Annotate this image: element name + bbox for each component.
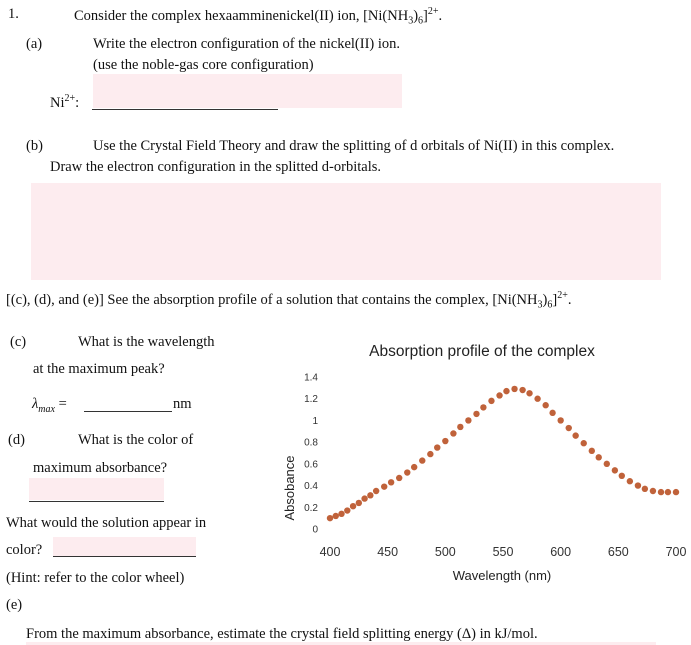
data-point	[658, 489, 664, 495]
absorption-chart	[278, 335, 688, 595]
data-point	[419, 457, 425, 463]
y-tick-label: 1.2	[304, 394, 318, 406]
part-a-answer-line[interactable]	[92, 109, 278, 110]
x-tick-label: 700	[665, 545, 687, 559]
lambda-max-answer-line[interactable]	[84, 411, 172, 412]
x-axis-label: Wavelength (nm)	[452, 568, 552, 583]
data-point	[473, 411, 479, 417]
part-e-label: (e)	[6, 597, 23, 613]
data-point	[373, 488, 379, 494]
y-tick-label: 0.2	[304, 502, 318, 514]
data-point	[673, 489, 679, 495]
data-point	[427, 451, 433, 457]
x-tick-label: 600	[550, 545, 572, 559]
part-d-answer-line[interactable]	[29, 501, 164, 502]
data-point	[367, 492, 373, 498]
data-point	[549, 410, 555, 416]
data-point	[542, 402, 548, 408]
color-answer-line[interactable]	[53, 556, 196, 557]
data-point	[581, 440, 587, 446]
part-a-note: (use the noble-gas core configuration)	[93, 57, 314, 73]
data-point	[457, 424, 463, 430]
x-tick-label: 550	[492, 545, 514, 559]
question-intro: Consider the complex hexaamminenickel(II) ion, $[Ni(NH_3)_6]^{2+}$.	[74, 6, 443, 27]
data-point	[589, 448, 595, 454]
ni-ion-label: $Ni^{2+}$:	[50, 93, 80, 111]
data-point	[465, 417, 471, 423]
part-d-label: (d)	[8, 432, 25, 448]
data-point	[327, 515, 333, 521]
data-point	[361, 495, 367, 501]
lambda-unit: nm	[173, 396, 192, 412]
y-tick-label: 1	[312, 415, 318, 427]
hint-text: (Hint: refer to the color wheel)	[6, 570, 185, 586]
y-axis-label: Absobance	[282, 455, 297, 521]
data-point	[612, 467, 618, 473]
data-point	[488, 398, 494, 404]
x-tick-label: 400	[319, 545, 341, 559]
data-point	[381, 483, 387, 489]
data-point	[404, 469, 410, 475]
x-tick-label: 450	[377, 545, 399, 559]
part-b-answer-area[interactable]	[31, 183, 661, 280]
data-point	[338, 511, 344, 517]
y-tick-label: 0.6	[304, 459, 318, 471]
color-label: color?	[6, 542, 43, 558]
data-point	[411, 464, 417, 470]
chart-title: Absorption profile of the complex	[369, 343, 595, 360]
part-d-answer-area[interactable]	[29, 478, 164, 500]
data-point	[572, 432, 578, 438]
data-point	[356, 500, 362, 506]
part-e-prompt: From the maximum absorbance, estimate the crystal field splitting energy (Δ) in kJ/mol.	[26, 626, 538, 642]
part-a-label: (a)	[26, 36, 43, 52]
data-point	[434, 444, 440, 450]
x-tick-label: 500	[434, 545, 456, 559]
part-a-answer-area[interactable]	[93, 74, 402, 108]
data-point	[665, 489, 671, 495]
part-b-prompt-2: Draw the electron configuration in the splitted d-orbitals.	[50, 159, 381, 175]
data-point	[526, 390, 532, 396]
data-point	[496, 392, 502, 398]
data-point	[619, 473, 625, 479]
data-point	[642, 486, 648, 492]
part-d-prompt: What is the color of	[78, 432, 194, 448]
data-point	[503, 388, 509, 394]
part-a-prompt: Write the electron configuration of the nickel(II) ion.	[93, 36, 401, 52]
data-point	[480, 404, 486, 410]
section-cde-intro: [(c), (d), and (e)] See the absorption profile of a solution that contains the complex, $[Ni(NH_3)_6]^{2+}$.	[6, 290, 572, 311]
data-point	[604, 461, 610, 467]
data-point	[534, 396, 540, 402]
part-c-prompt: What is the wavelength	[78, 334, 215, 350]
data-point	[450, 430, 456, 436]
part-b-prompt: Use the Crystal Field Theory and draw the splitting of d orbitals of Ni(II) in this complex.	[93, 138, 615, 154]
data-point	[519, 387, 525, 393]
data-point	[344, 507, 350, 513]
color-answer-area[interactable]	[53, 537, 196, 556]
data-point	[442, 438, 448, 444]
data-point	[557, 417, 563, 423]
y-tick-label: 1.4	[304, 372, 318, 384]
appear-question: What would the solution appear in	[6, 515, 207, 531]
part-b-label: (b)	[26, 138, 43, 154]
data-point	[350, 503, 356, 509]
data-point	[635, 482, 641, 488]
part-d-prompt-2: maximum absorbance?	[33, 460, 168, 476]
data-point	[388, 479, 394, 485]
data-point	[566, 425, 572, 431]
data-point	[596, 454, 602, 460]
part-c-label: (c)	[10, 334, 27, 350]
y-tick-label: 0	[312, 524, 318, 536]
data-point	[333, 513, 339, 519]
data-point	[650, 488, 656, 494]
part-c-prompt-2: at the maximum peak?	[33, 361, 165, 377]
y-tick-label: 0.4	[304, 481, 318, 493]
lambda-max-label: $\lambda_{max}$ =	[32, 396, 67, 415]
y-tick-label: 0.8	[304, 437, 318, 449]
data-point	[511, 386, 517, 392]
data-point	[627, 478, 633, 484]
data-point	[396, 475, 402, 481]
question-number: 1.	[8, 6, 19, 22]
x-tick-label: 650	[607, 545, 629, 559]
